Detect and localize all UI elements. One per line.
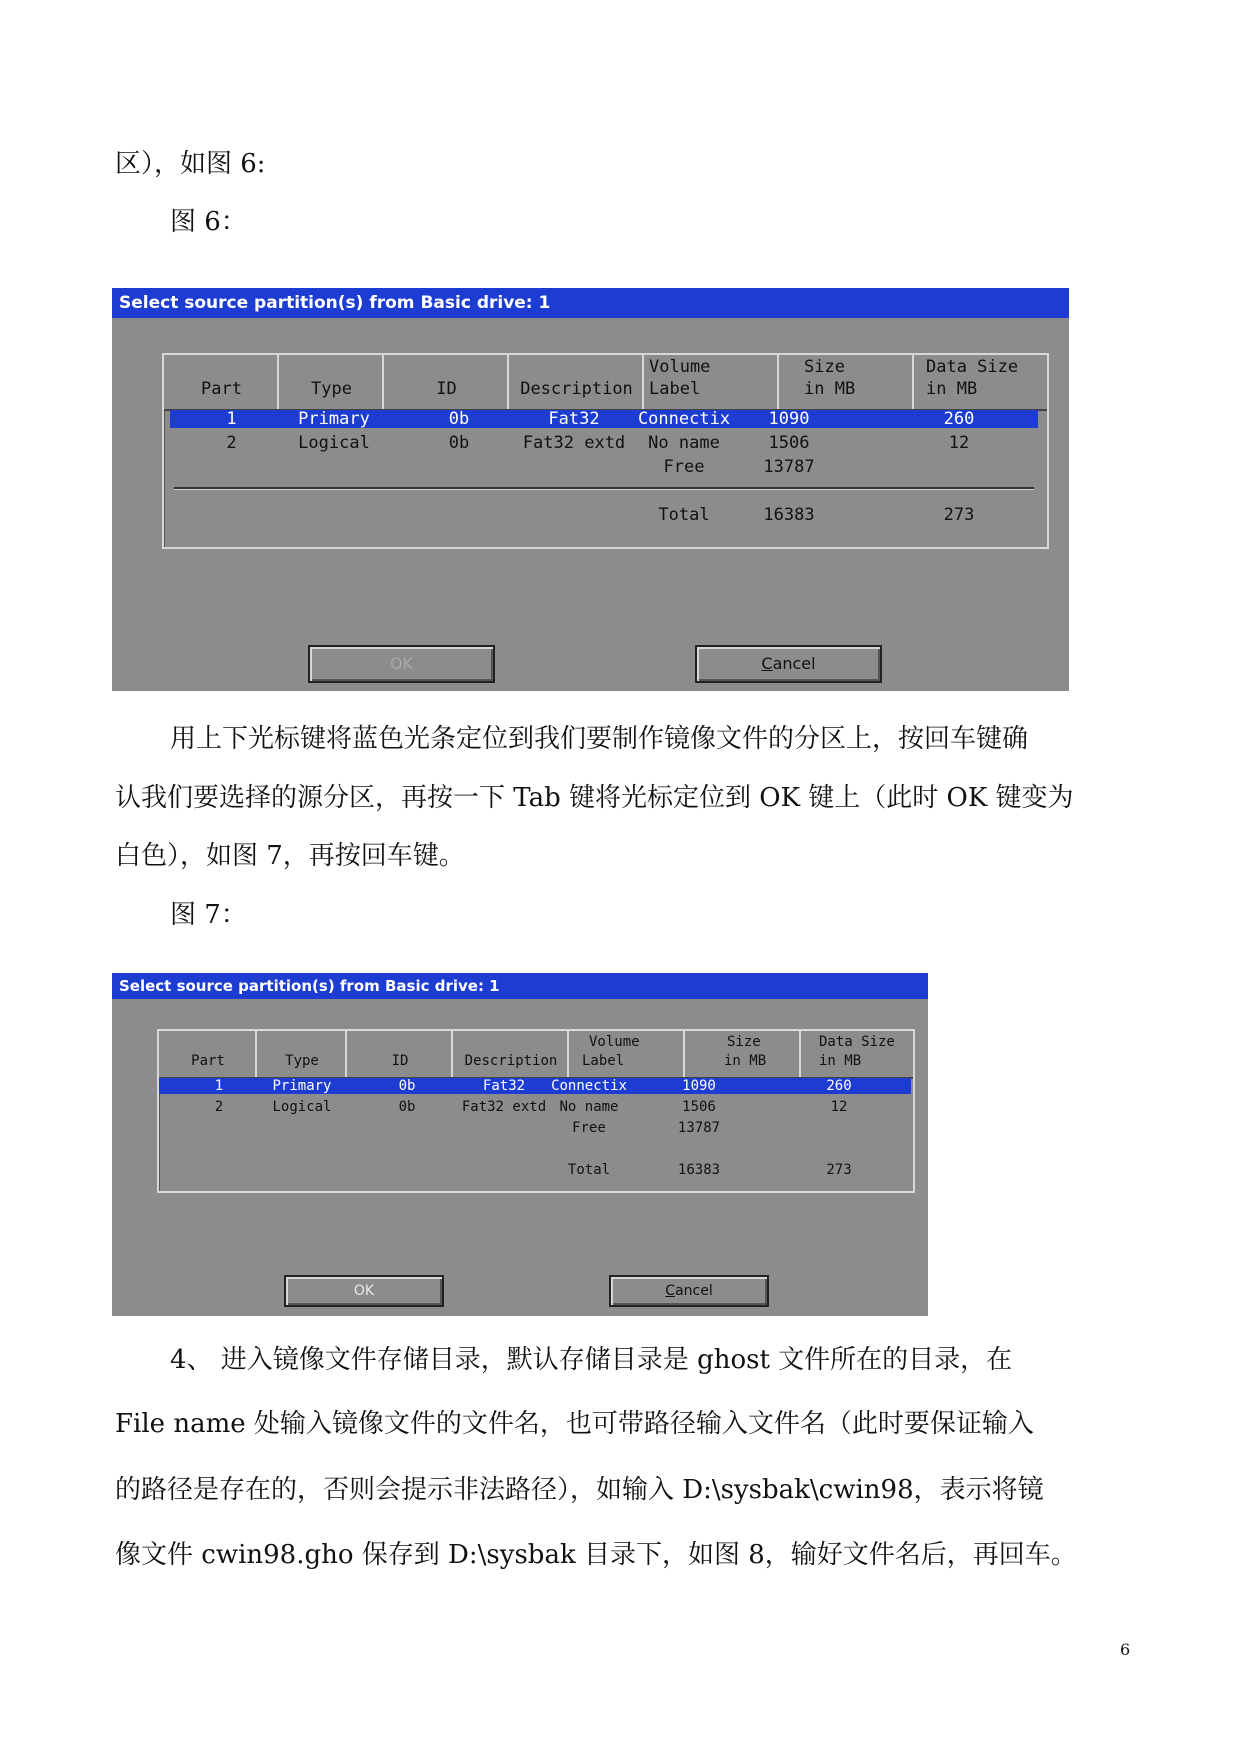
row-1-id[interactable]: 0b: [398, 1078, 416, 1094]
col-size-unit: in MB: [724, 1053, 767, 1069]
total-divider: [174, 487, 1034, 490]
col-data-size-unit: in MB: [819, 1053, 862, 1069]
ok-button[interactable]: OK: [308, 645, 495, 683]
row-1-description[interactable]: Fat32: [482, 1078, 526, 1094]
paragraph-line: 认我们要选择的源分区，再按一下 Tab 键将光标定位到 OK 键上（此时 OK 键变为: [115, 783, 1074, 813]
col-label: Label: [582, 1053, 625, 1069]
cancel-button[interactable]: [609, 1275, 769, 1307]
paragraph-line: 4、 进入镜像文件存储目录，默认存储目录是 ghost 文件所在的目录，在: [170, 1345, 1013, 1375]
col-data-size: Data Size: [926, 357, 1019, 377]
col-size: Size: [804, 357, 845, 377]
row-free-label: Free: [572, 1120, 606, 1136]
total-data: 273: [943, 505, 975, 525]
table-header: [164, 355, 1047, 411]
col-label: Label: [649, 379, 701, 399]
row-1-data[interactable]: 260: [826, 1078, 852, 1094]
col-type: Type: [285, 1053, 319, 1069]
row-2-size[interactable]: 1506: [682, 1099, 716, 1115]
col-size: Size: [727, 1034, 761, 1050]
dialog-title: Select source partition(s) from Basic drive: 1: [112, 973, 928, 999]
figure-6-dialog: [112, 288, 1069, 691]
cancel-label: ancel: [772, 654, 816, 673]
total-size: 16383: [763, 505, 815, 525]
col-data-size-unit: in MB: [926, 379, 978, 399]
figure-caption: 图 6：: [170, 207, 247, 237]
paragraph-line: 像文件 cwin98.gho 保存到 D:\sysbak 目录下，如图 8，输好文件名后，再回车。: [115, 1540, 1077, 1570]
figure-7-dialog: [112, 973, 928, 1316]
cancel-button[interactable]: [695, 645, 882, 683]
row-1-part[interactable]: 1: [226, 409, 237, 429]
col-volume: Volume: [589, 1034, 640, 1050]
row-2-data[interactable]: 12: [830, 1099, 848, 1115]
partition-table: [157, 1029, 915, 1193]
row-2-part[interactable]: 2: [214, 1099, 224, 1115]
paragraph-line: 区），如图 6:: [115, 149, 266, 179]
paragraph-line: File name 处输入镜像文件的文件名，也可带路径输入文件名（此时要保证输入: [115, 1409, 1034, 1439]
col-type: Type: [311, 379, 352, 399]
cancel-label: ancel: [675, 1283, 713, 1299]
row-2-size[interactable]: 1506: [768, 433, 810, 453]
total-data: 273: [826, 1162, 852, 1178]
row-2-label[interactable]: No name: [559, 1099, 619, 1115]
total-label: Total: [658, 505, 710, 525]
total-size: 16383: [677, 1162, 721, 1178]
row-2-label[interactable]: No name: [648, 433, 720, 453]
col-description: Description: [520, 379, 633, 399]
row-2-data[interactable]: 12: [948, 433, 970, 453]
cancel-hotkey: C: [761, 654, 773, 673]
row-1-type[interactable]: Primary: [272, 1078, 332, 1094]
row-1-label[interactable]: Connectix: [551, 1078, 627, 1094]
row-free-size: 13787: [763, 457, 815, 477]
row-1-type[interactable]: Primary: [298, 409, 370, 429]
col-part: Part: [191, 1053, 225, 1069]
table-header: [159, 1031, 913, 1079]
dialog-title: Select source partition(s) from Basic drive: 1: [112, 288, 1069, 318]
row-2-id[interactable]: 0b: [398, 1099, 416, 1115]
row-1-size[interactable]: 1090: [768, 409, 810, 429]
col-id: ID: [391, 1053, 409, 1069]
partition-table: [162, 353, 1049, 549]
paragraph-line: 的路径是存在的，否则会提示非法路径），如输入 D:\sysbak\cwin98，表示将镜: [115, 1475, 1044, 1505]
col-size-unit: in MB: [804, 379, 856, 399]
ok-button[interactable]: OK: [284, 1275, 444, 1307]
col-volume: Volume: [649, 357, 711, 377]
row-2-part[interactable]: 2: [226, 433, 237, 453]
row-1-description[interactable]: Fat32: [548, 409, 600, 429]
col-part: Part: [201, 379, 242, 399]
row-1-data[interactable]: 260: [943, 409, 975, 429]
row-free-label: Free: [663, 457, 705, 477]
col-description: Description: [464, 1053, 558, 1069]
cancel-hotkey: C: [665, 1283, 676, 1299]
page-number: 6: [1120, 1640, 1131, 1659]
figure-caption: 图 7：: [170, 900, 247, 930]
row-2-type[interactable]: Logical: [298, 433, 370, 453]
row-free-size: 13787: [677, 1120, 721, 1136]
row-1-label[interactable]: Connectix: [637, 409, 731, 429]
row-2-description[interactable]: Fat32 extd: [461, 1099, 547, 1115]
row-1-part[interactable]: 1: [214, 1078, 224, 1094]
row-2-description[interactable]: Fat32 extd: [522, 433, 626, 453]
row-2-type[interactable]: Logical: [272, 1099, 332, 1115]
paragraph-line: 白色），如图 7，再按回车键。: [115, 841, 465, 871]
col-id: ID: [436, 379, 457, 399]
row-1-id[interactable]: 0b: [448, 409, 470, 429]
row-2-id[interactable]: 0b: [448, 433, 470, 453]
total-label: Total: [567, 1162, 611, 1178]
col-data-size: Data Size: [819, 1034, 895, 1050]
row-1-size[interactable]: 1090: [682, 1078, 716, 1094]
paragraph-line: 用上下光标键将蓝色光条定位到我们要制作镜像文件的分区上，按回车键确: [170, 724, 1029, 754]
